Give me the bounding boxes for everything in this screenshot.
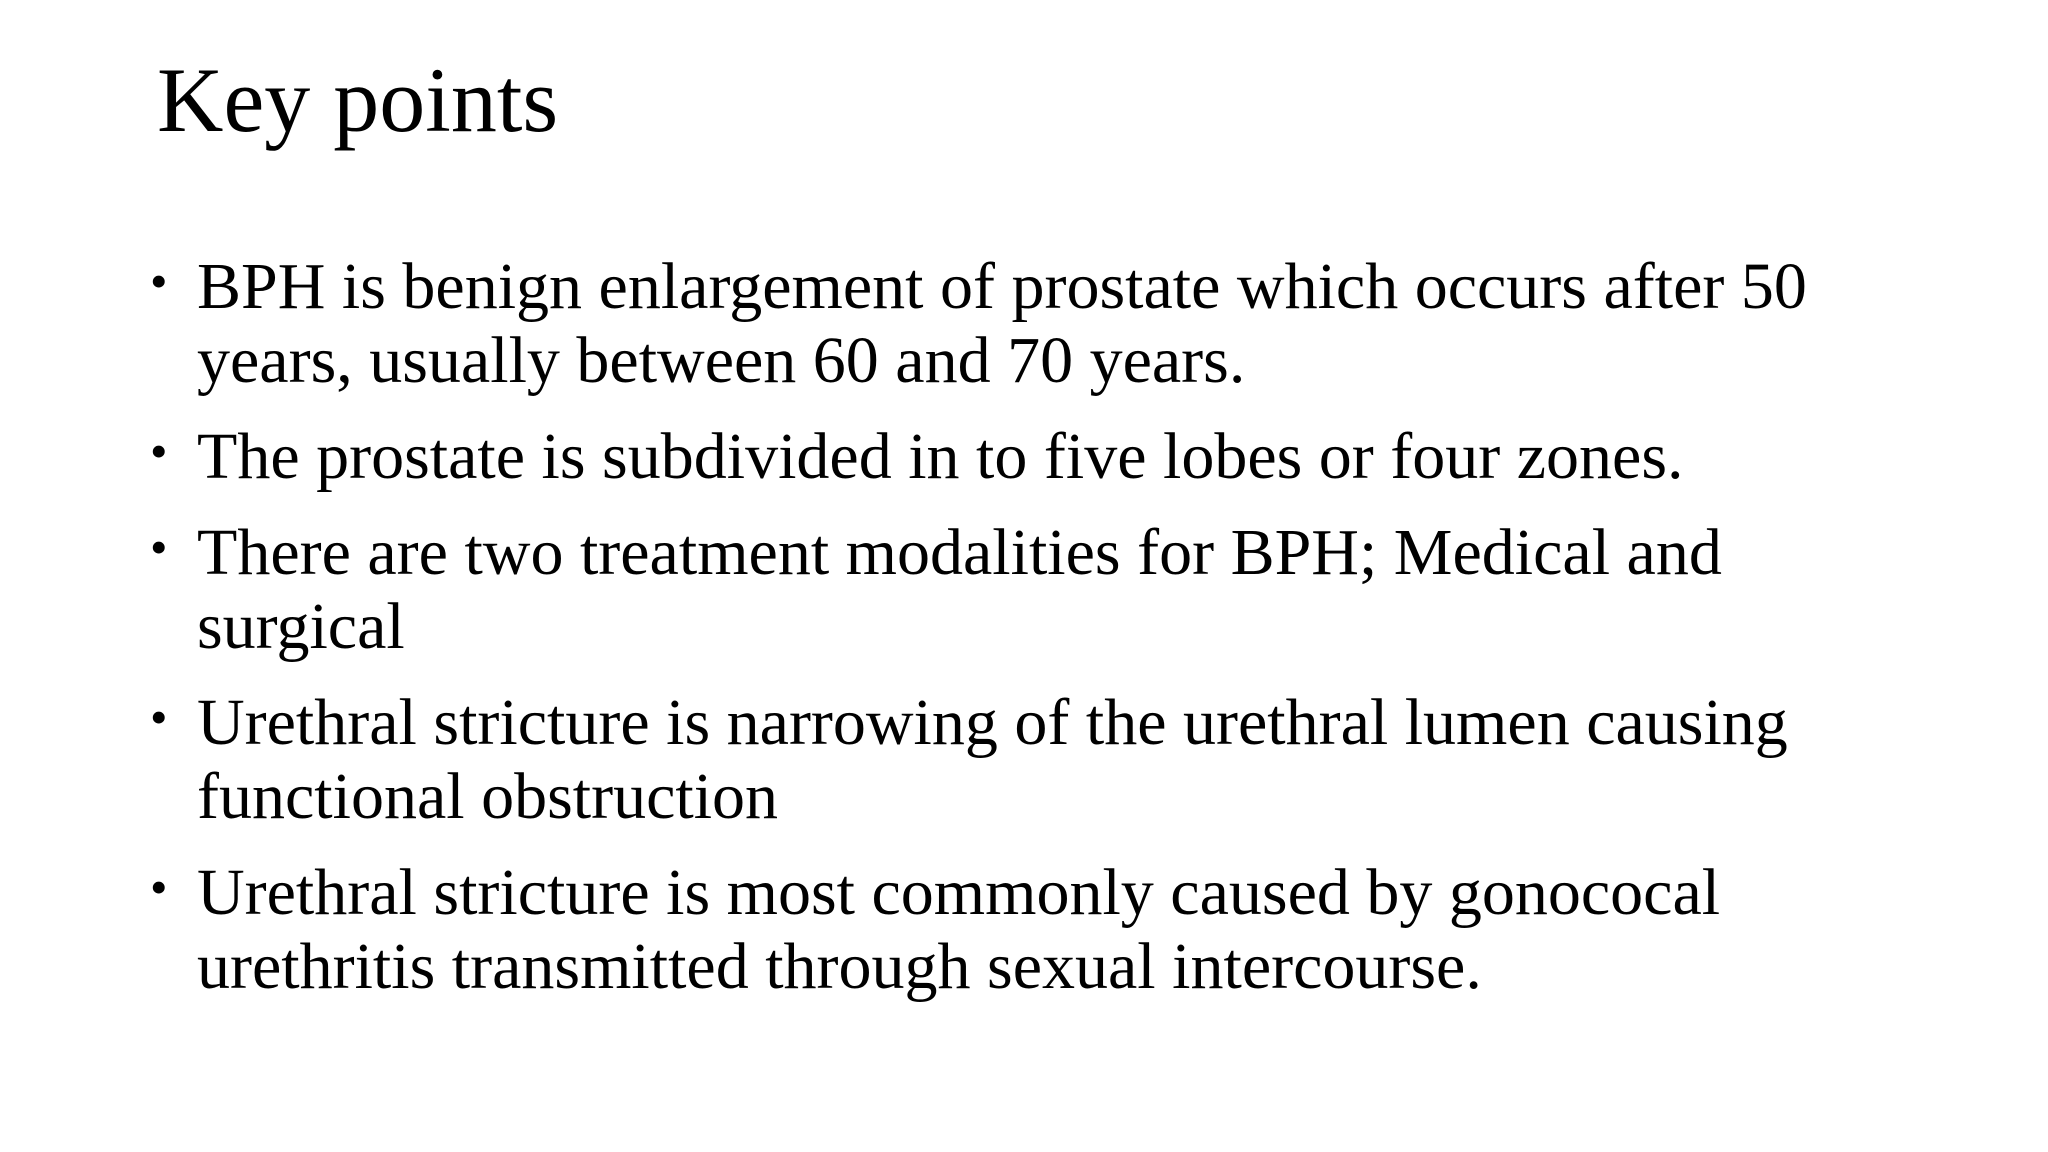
list-item [150,686,1910,834]
bullet-text: Urethral stricture is narrowing of the urethral lumen causing functional obstruction [197,686,1788,833]
bullet-icon: • [150,689,168,745]
list-item [150,856,1910,1004]
list-item [150,250,1910,398]
bullet-icon: • [150,859,168,915]
bullet-text: The prostate is subdivided in to five lobes or four zones. [197,420,1684,493]
bullet-icon: • [150,423,168,479]
list-item [150,516,1910,664]
bullet-icon: • [150,519,168,575]
key-points-list [150,250,1910,1026]
bullet-icon: • [150,253,168,309]
slide-title: Key points [157,49,559,151]
list-item [150,420,1910,494]
bullet-text: Urethral stricture is most commonly caused by gonococal urethritis transmitted through sexual intercourse. [197,856,1721,1003]
bullet-text: BPH is benign enlargement of prostate which occurs after 50 years, usually between 60 and 70 years. [197,250,1807,397]
bullet-text: There are two treatment modalities for BPH; Medical and surgical [197,516,1722,663]
